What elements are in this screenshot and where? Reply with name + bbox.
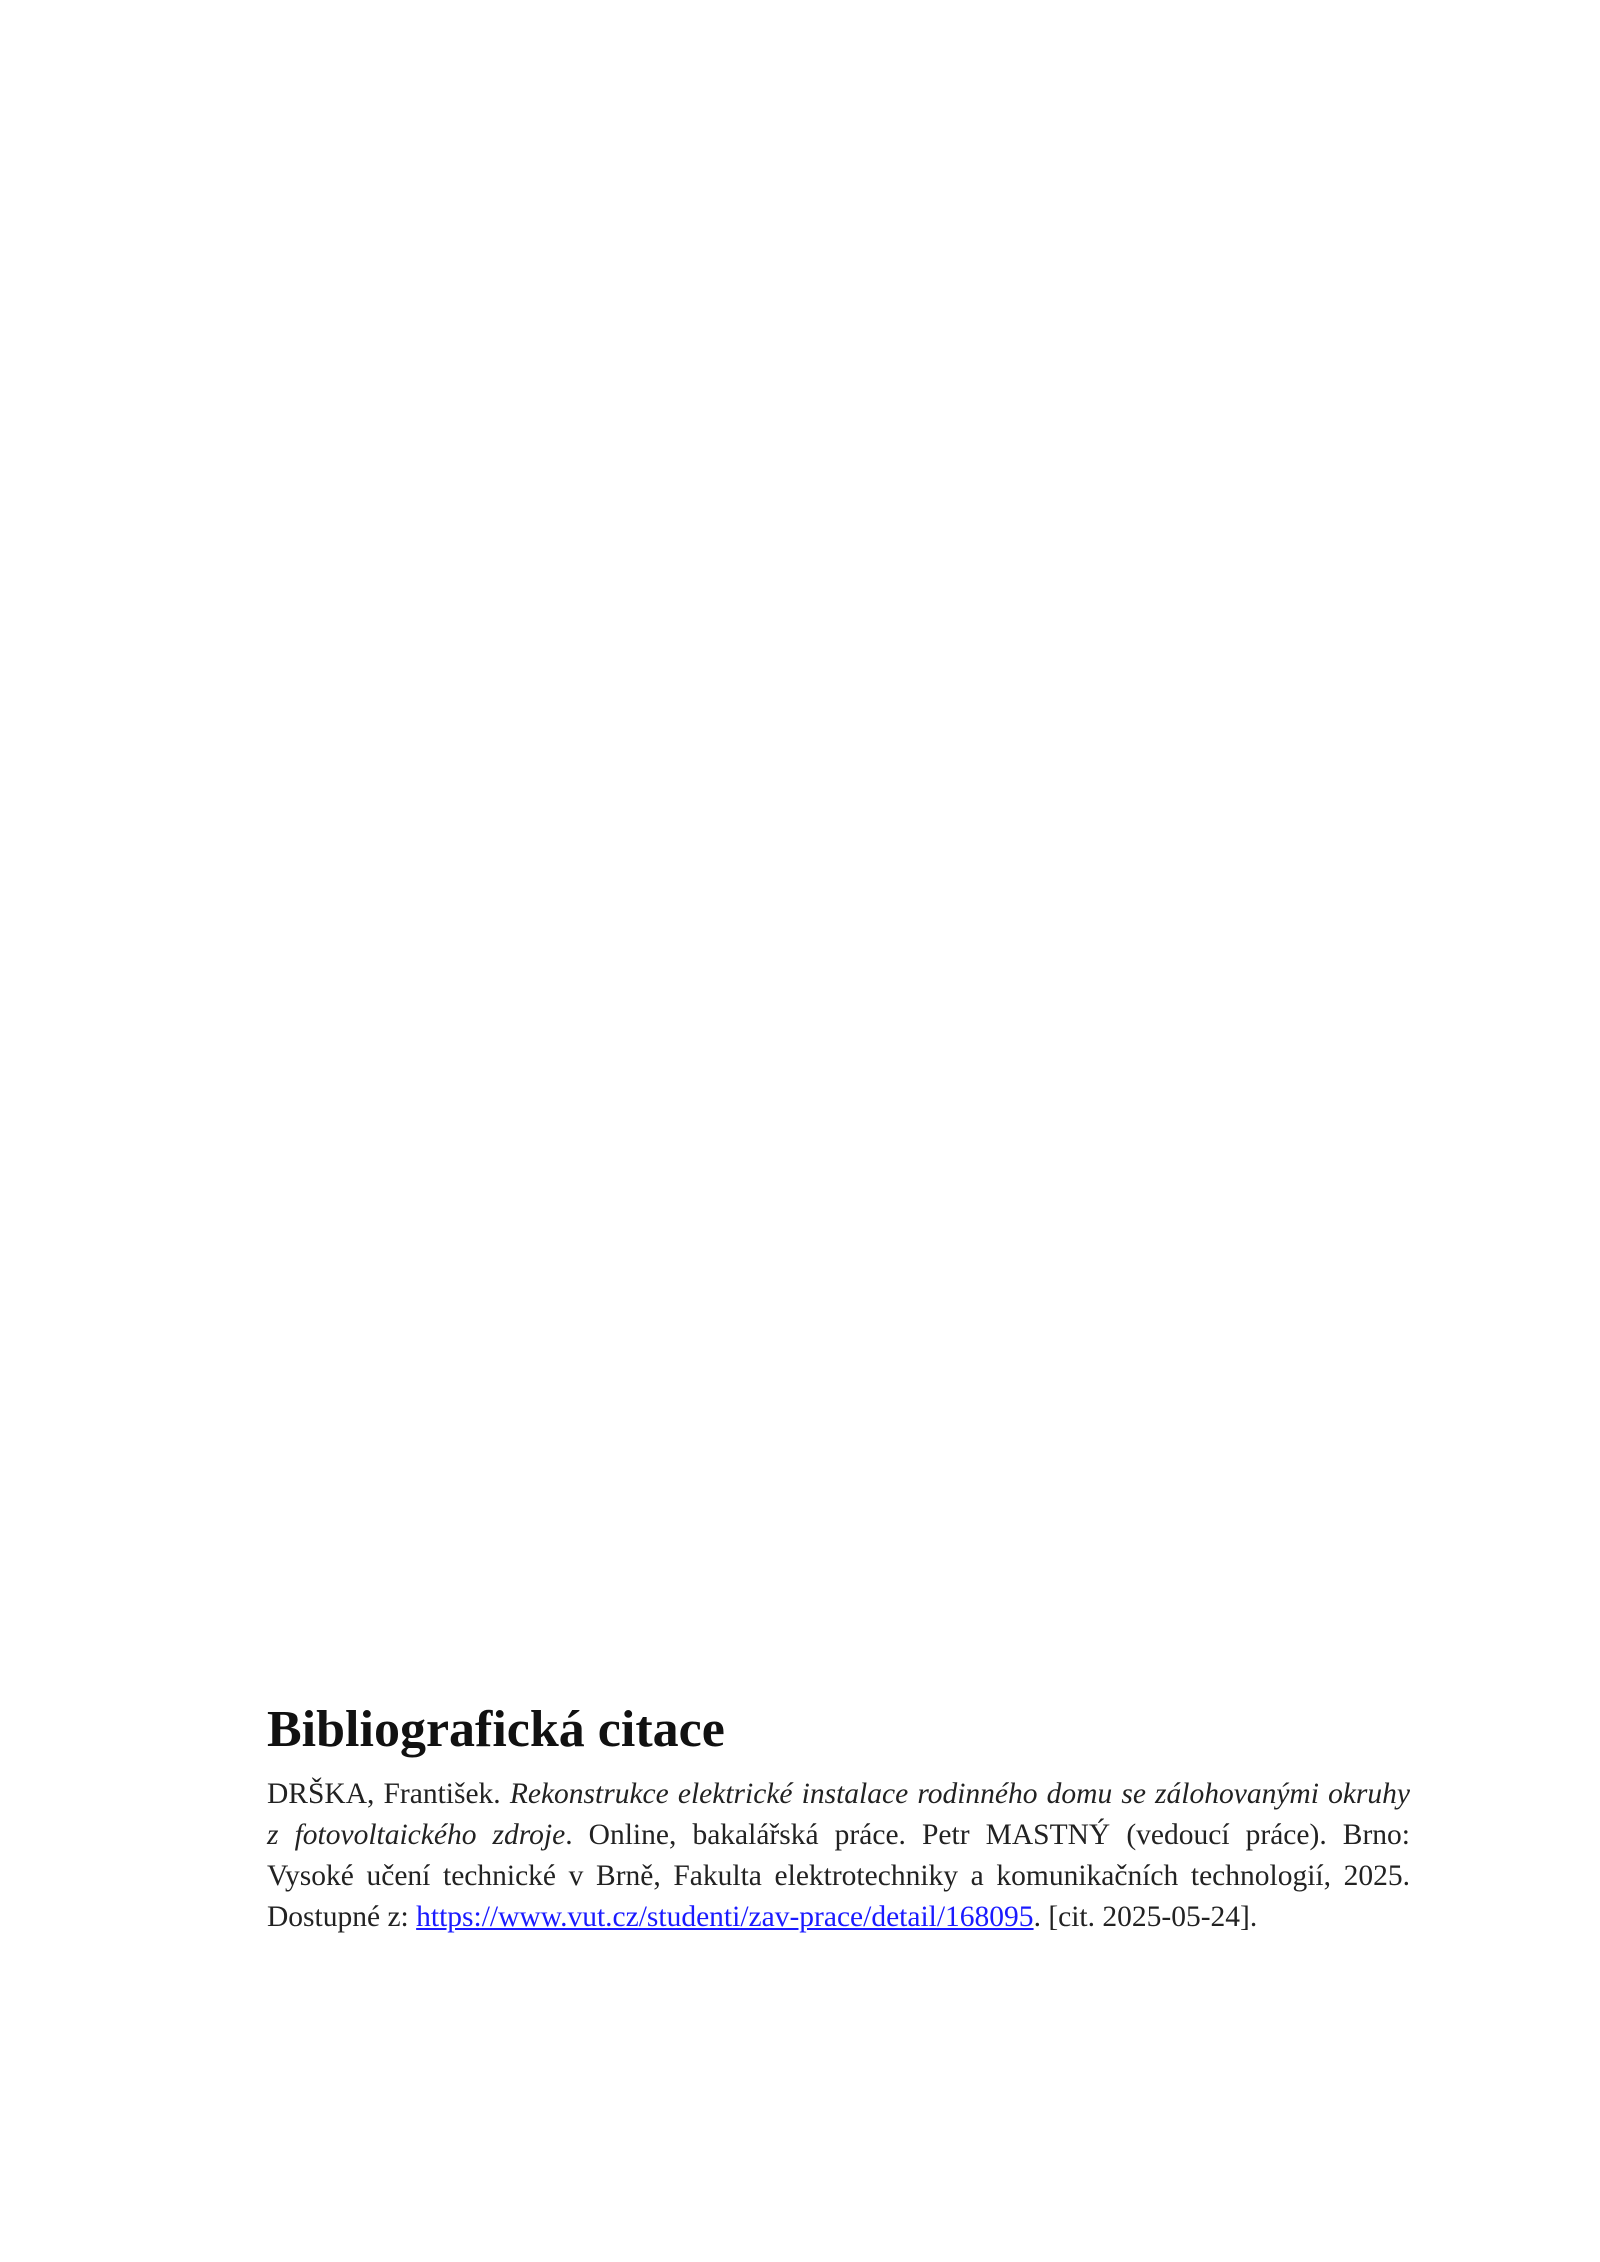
citation-title: Rekonstrukce elektrické instalace rodinného domu se zálohovanými okruhy z fotovoltaického zdroje bbox=[267, 1778, 1410, 1851]
citation-paragraph bbox=[267, 1774, 1410, 1938]
citation-publication-details: . Online, bakalářská práce. Petr MASTNÝ (vedoucí práce). Brno: Vysoké učení technické v Brně, Fakulta elektrotechniky a komunikačních technologií, 2025. Dostupné z: bbox=[267, 1819, 1410, 1933]
citation-author: DRŠKA, František. bbox=[267, 1778, 510, 1810]
bibliographic-citation-section bbox=[267, 1700, 1410, 1938]
citation-url-link[interactable]: https://www.vut.cz/studenti/zav-prace/detail/168095 bbox=[416, 1901, 1034, 1933]
citation-date: . [cit. 2025-05-24]. bbox=[1033, 1901, 1258, 1933]
section-heading: Bibliografická citace bbox=[267, 1701, 725, 1758]
